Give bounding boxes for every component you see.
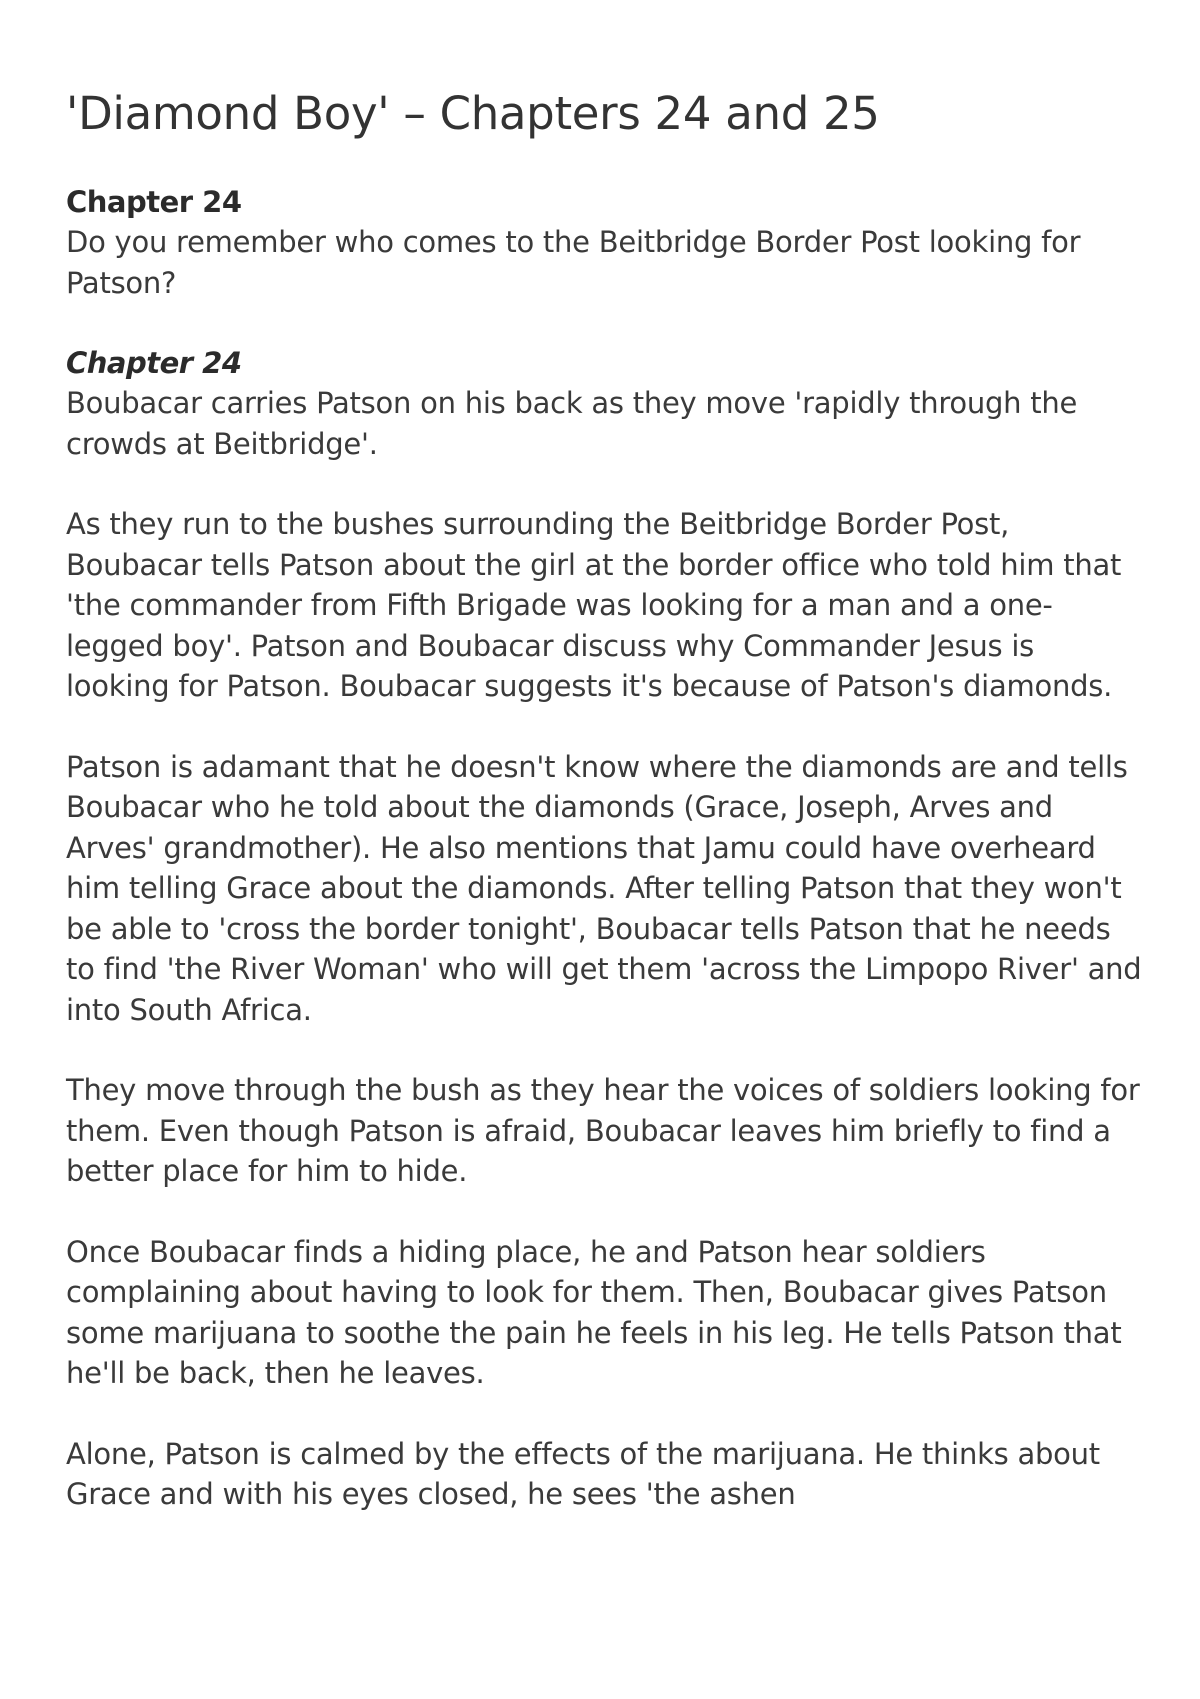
document-page: [66, 86, 1146, 1555]
summary-paragraph: Patson is adamant that he doesn't know where the diamonds are and tells Boubacar who he told about the diamonds (Grace, Joseph, Arves and Arves' grandmother). He also mentions that Jamu could have overheard him telling Grace about the diamonds. After telling Patson that they won't be able to 'cross the border tonight', Boubacar tells Patson that he needs to find 'the River Woman' who will get them 'across the Limpopo River' and into South Africa.: [66, 749, 1142, 1027]
document-title: 'Diamond Boy' – Chapters 24 and 25: [66, 87, 880, 140]
summary-paragraph: Alone, Patson is calmed by the effects of the marijuana. He thinks about Grace and with his eyes closed, he sees 'the ashen: [66, 1436, 1100, 1511]
summary-paragraph: Once Boubacar finds a hiding place, he and Patson hear soldiers complaining about having to look for them. Then, Boubacar gives Patson some marijuana to soothe the pain he feels in his leg. He tells Patson that he'll be back, then he leaves.: [66, 1234, 1122, 1390]
section-heading: Chapter 24: [66, 185, 242, 219]
summary-paragraph: As they run to the bushes surrounding the Beitbridge Border Post, Boubacar tells Patson about the girl at the border office who told him that 'the commander from Fifth Brigade was looking for a man and a one-legged boy'. Patson and Boubacar discuss why Commander Jesus is looking for Patson. Boubacar suggests it's because of Patson's diamonds.: [66, 507, 1122, 703]
summary-paragraph: They move through the bush as they hear the voices of soldiers looking for them. Even though Patson is afraid, Boubacar leaves him briefly to find a better place for him to hide.: [66, 1073, 1140, 1188]
section-heading: Chapter 24: [66, 346, 242, 380]
summary-paragraph: Boubacar carries Patson on his back as they move 'rapidly through the crowds at Beitbridge'.: [66, 386, 1078, 461]
section-chapter-summary: [66, 343, 1146, 1515]
section-recall-question: [66, 182, 1146, 303]
recall-question-paragraph: Do you remember who comes to the Beitbridge Border Post looking for Patson?: [66, 225, 1081, 300]
